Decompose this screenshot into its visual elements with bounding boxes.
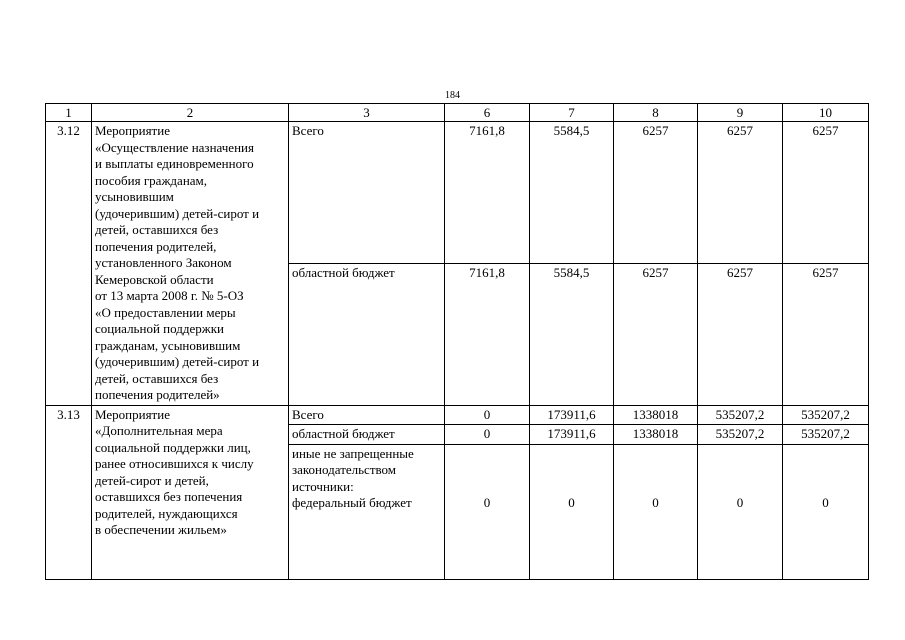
description-line: детей, оставшихся без [95,370,219,386]
source-line: иные не запрещенные [292,445,414,461]
description-line: «Осуществление назначения [95,139,254,155]
value-cell [530,444,614,579]
value-cell: 5584,5 [530,263,614,405]
value-text: 0 [736,495,744,510]
value-cell: 6257 [783,122,869,264]
value-cell: 6257 [614,122,698,264]
value-cell: 5584,5 [530,122,614,264]
header-cell: 8 [614,104,698,122]
description-line: социальной поддержки лиц, [95,439,251,455]
header-cell: 2 [92,104,289,122]
description-line: установленного Законом [95,255,232,270]
value-cell [445,444,530,579]
description-line: родителей, нуждающихся [95,505,238,521]
value-cell: 535207,2 [698,405,783,425]
table-row [46,122,869,264]
header-cell: 1 [46,104,92,122]
description-line: социальной поддержки [95,321,224,336]
row-number: 3.12 [46,122,92,406]
value-cell: 6257 [614,263,698,405]
description-line: от 13 марта 2008 г. № 5-ОЗ [95,288,244,303]
budget-table [45,103,869,580]
value-cell: 1338018 [614,425,698,445]
funding-source: Всего [289,122,445,264]
description-line: детей-сирот и детей, [95,472,209,488]
header-row [46,104,869,122]
row-number: 3.13 [46,405,92,579]
table-row [46,405,869,425]
description-line: «О предоставлении меры [95,304,236,320]
value-cell: 535207,2 [783,405,869,425]
header-cell: 7 [530,104,614,122]
description-line: детей, оставшихся без [95,222,219,237]
description-line: попечения родителей, [95,238,217,254]
description-line: и выплаты единовременного [95,156,254,171]
description-line: гражданам, усыновившим [95,337,241,353]
value-text: 0 [652,495,659,510]
funding-source: областной бюджет [289,263,445,405]
value-cell: 6257 [783,263,869,405]
description-line: (удочерившим) детей-сирот и [95,205,260,221]
header-cell: 9 [698,104,783,122]
activity-description [92,405,289,579]
value-cell: 7161,8 [445,122,530,264]
source-line: федеральный бюджет [292,495,412,510]
value-cell: 535207,2 [783,425,869,445]
value-cell [614,444,698,579]
description-line: Кемеровской области [95,271,214,287]
funding-source [289,444,445,579]
page-number: 184 [445,90,460,101]
header-cell: 10 [783,104,869,122]
value-text: 0 [483,495,491,510]
source-line: законодательством [292,462,397,477]
value-cell: 7161,8 [445,263,530,405]
description-line: в обеспечении жильем» [95,522,227,537]
value-text: 0 [822,495,829,510]
description-line: (удочерившим) детей-сирот и [95,354,260,369]
funding-source: Всего [289,405,445,425]
value-cell [783,444,869,579]
description-line: Мероприятие [95,123,170,138]
activity-description [92,122,289,406]
value-cell: 173911,6 [530,425,614,445]
value-text: 0 [568,495,575,510]
value-cell [698,444,783,579]
description-line: попечения родителей» [95,387,220,402]
description-line: Мероприятие [95,406,170,422]
description-line: «Дополнительная мера [95,423,223,438]
value-cell: 6257 [698,122,783,264]
description-line: ранее относившихся к числу [95,456,254,471]
description-line: оставшихся без попечения [95,489,243,504]
description-line: усыновившим [95,189,174,204]
value-cell: 0 [445,405,530,425]
source-line: источники: [292,478,354,494]
value-cell: 1338018 [614,405,698,425]
description-line: пособия гражданам, [95,172,208,188]
value-cell: 0 [445,425,530,445]
header-cell: 3 [289,104,445,122]
value-cell: 173911,6 [530,405,614,425]
value-cell: 535207,2 [698,425,783,445]
header-cell: 6 [445,104,530,122]
funding-source: областной бюджет [289,425,445,445]
value-cell: 6257 [698,263,783,405]
